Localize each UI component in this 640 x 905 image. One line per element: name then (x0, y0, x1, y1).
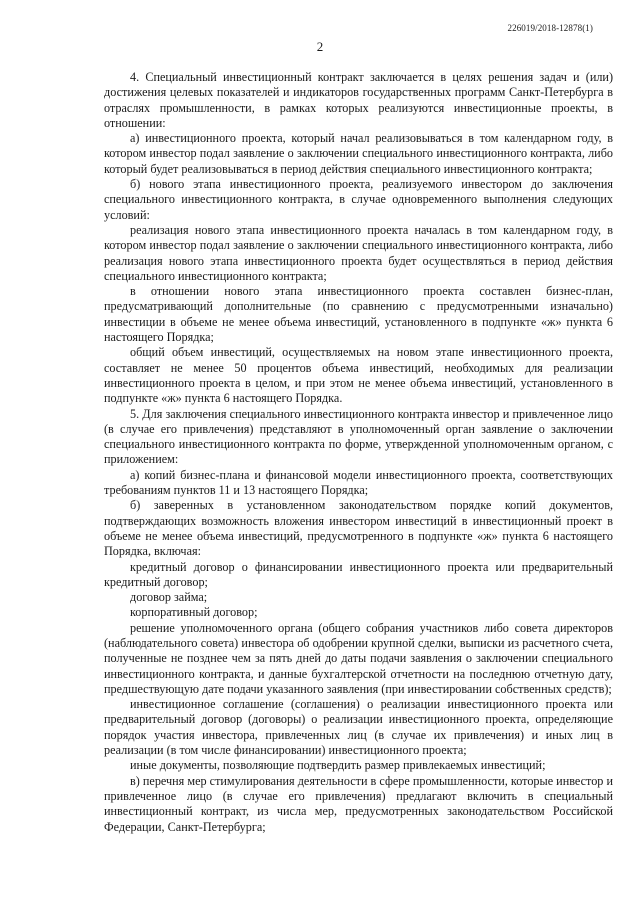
document-body (104, 70, 613, 835)
paragraph: иные документы, позволяющие подтвердить размер привлекаемых инвестиций; (130, 758, 546, 773)
paragraph: корпоративный договор; (130, 605, 258, 620)
paragraph: 4. Специальный инвестиционный контракт заключается в целях решения задач и (или) достижения целевых показателей и индикаторов государственных программ Санкт-Петербурга в отраслях промышленности, в рамках которых реализуются инвестиционные проекты, в отношении: (104, 70, 613, 130)
paragraph: договор займа; (130, 590, 208, 605)
paragraph: б) нового этапа инвестиционного проекта, реализуемого инвестором до заключения специального инвестиционного контракта, в случае одновременного выполнения следующих условий: (104, 177, 613, 222)
paragraph: а) инвестиционного проекта, который начал реализовываться в том календарном году, в котором инвестор подал заявление о заключении специального инвестиционного контракта, либо который будет реализовываться в период действия специального инвестиционного контракта; (104, 131, 613, 176)
paragraph: общий объем инвестиций, осуществляемых на новом этапе инвестиционного проекта, составляет не менее 50 процентов объема инвестиций, необходимых для реализации инвестиционного проекта в целом, и при этом не менее объема инвестиций, установленного в подпункте «ж» пункта 6 настоящего Порядка. (104, 345, 613, 406)
page-number: 2 (316, 39, 324, 54)
paragraph: кредитный договор о финансировании инвестиционного проекта или предварительный кредитный договор; (104, 559, 613, 589)
paragraph: инвестиционное соглашение (соглашения) о реализации инвестиционного проекта или предварительный договор (договоры) о реализации инвестиционного проекта, определяющие порядок участия инвестора, привлеченных лиц (в случае их привлечения) и иных лиц в реализации (в том числе финансировании) инвестиционного проекта; (104, 697, 613, 758)
paragraph: реализация нового этапа инвестиционного проекта началась в том календарном году, в котором инвестор подал заявление о заключении специального инвестиционного контракта, либо реализация нового этапа инвестиционного проекта будет осуществляться в период действия специального инвестиционного контракта; (104, 222, 613, 283)
paragraph: б) заверенных в установленном законодательством порядке копий документов, подтверждающих возможность вложения инвестором инвестиций в инвестиционный проект в объеме не менее объема инвестиций, предусмотренного в подпункте «ж» пункта 6 настоящего Порядка, включая: (104, 498, 613, 559)
paragraph: в) перечня мер стимулирования деятельности в сфере промышленности, которые инвестор и привлеченное лицо (в случае его привлечения) предлагают включить в специальный инвестиционный контракт, из числа мер, предусмотренных законодательством Российской Федерации, Санкт-Петербурга; (104, 773, 613, 834)
paragraph: 5. Для заключения специального инвестиционного контракта инвестор и привлеченное лицо (в случае его привлечения) представляют в уполномоченный орган заявление о заключении специального инвестиционного контракта по форме, утвержденной уполномоченным органом, с приложением: (104, 406, 613, 467)
paragraph: решение уполномоченного органа (общего собрания участников либо совета директоров (наблюдательного совета) инвестора об одобрении крупной сделки, выписки из расчетного счета, полученные не позднее чем за пять дней до даты подачи заявления о заключении специального инвестиционного контракта, и данные бухгалтерской отчетности на последнюю отчетную дату, предшествующую дате подачи указанного заявления (при инвестировании собственных средств); (104, 620, 613, 696)
document-id: 226019/2018-12878(1) (507, 23, 593, 33)
paragraph: в отношении нового этапа инвестиционного проекта составлен бизнес-план, предусматривающий дополнительные (по сравнению с предусмотренными изначально) инвестиции в объеме не менее объема инвестиций, установленного в подпункте «ж» пункта 6 настоящего Порядка; (104, 284, 613, 345)
paragraph: а) копий бизнес-плана и финансовой модели инвестиционного проекта, соответствующих требованиям пунктов 11 и 13 настоящего Порядка; (104, 467, 613, 498)
